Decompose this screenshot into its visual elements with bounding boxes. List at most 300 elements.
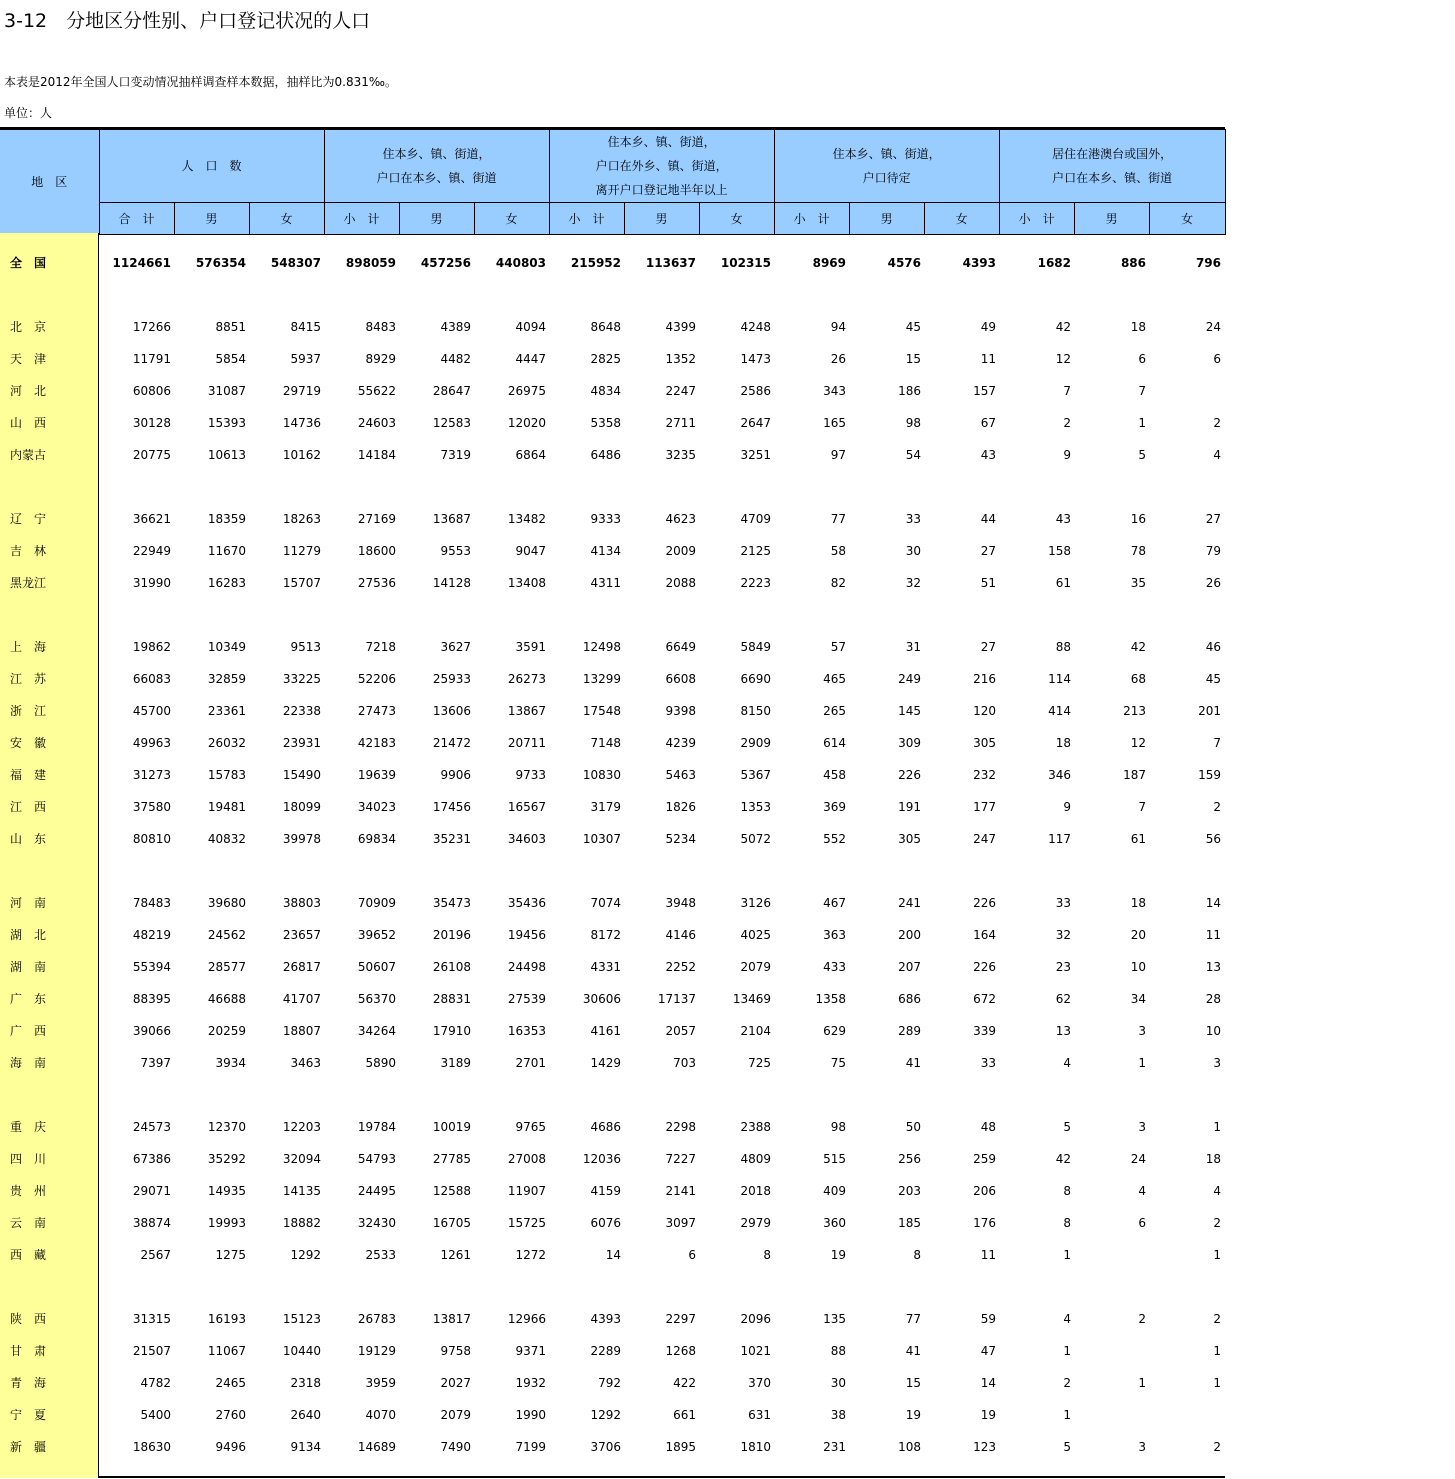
cell-value: 42 (1130, 640, 1146, 654)
cell-value: 200 (898, 928, 921, 942)
cell-value: 12 (1130, 736, 1146, 750)
cell-value: 1275 (215, 1248, 246, 1262)
cell-value: 33 (905, 512, 921, 526)
cell-value: 8 (763, 1248, 771, 1262)
cell-value: 2096 (740, 1312, 771, 1326)
cell-value: 22338 (282, 704, 321, 718)
cell-value: 552 (823, 832, 846, 846)
table-row (0, 253, 1225, 273)
cell-value: 13299 (582, 672, 621, 686)
region-name: 山 西 (10, 416, 47, 430)
cell-value: 20259 (207, 1024, 246, 1038)
cell-value: 9134 (290, 1440, 321, 1454)
cell-value: 24 (1130, 1152, 1146, 1166)
cell-value: 203 (898, 1184, 921, 1198)
cell-value: 241 (898, 896, 921, 910)
cell-value: 232 (973, 768, 996, 782)
cell-value: 792 (598, 1376, 621, 1390)
cell-value: 27473 (357, 704, 396, 718)
cell-value: 2247 (665, 384, 696, 398)
cell-value: 6 (1213, 352, 1221, 366)
header-sub: 女 (474, 203, 549, 235)
cell-value: 51 (980, 576, 996, 590)
cell-value: 725 (748, 1056, 771, 1070)
cell-value: 3 (1138, 1024, 1146, 1038)
table-row (0, 381, 1225, 401)
cell-value: 10019 (432, 1120, 471, 1134)
cell-value: 4 (1063, 1312, 1071, 1326)
cell-value: 47 (980, 1344, 996, 1358)
cell-value: 5849 (740, 640, 771, 654)
cell-value: 75 (830, 1056, 846, 1070)
cell-value: 10830 (582, 768, 621, 782)
header-sub: 女 (1149, 203, 1225, 235)
cell-value: 49 (980, 320, 996, 334)
cell-value: 27 (1205, 512, 1221, 526)
cell-value: 56 (1205, 832, 1221, 846)
cell-value: 5072 (740, 832, 771, 846)
cell-value: 6864 (515, 448, 546, 462)
cell-value: 3948 (665, 896, 696, 910)
cell-value: 6076 (590, 1216, 621, 1230)
cell-value: 4 (1138, 1184, 1146, 1198)
cell-value: 2979 (740, 1216, 771, 1230)
cell-value: 4146 (665, 928, 696, 942)
cell-value: 5463 (665, 768, 696, 782)
cell-value: 247 (973, 832, 996, 846)
header-sub: 男 (1074, 203, 1149, 235)
cell-value: 4809 (740, 1152, 771, 1166)
cell-value: 3251 (740, 448, 771, 462)
cell-value: 4782 (140, 1376, 171, 1390)
cell-value: 10307 (582, 832, 621, 846)
table-row (0, 1373, 1225, 1393)
table-row (0, 1149, 1225, 1169)
cell-value: 14128 (432, 576, 471, 590)
cell-value: 5 (1138, 448, 1146, 462)
cell-value: 31273 (132, 768, 171, 782)
cell-value: 7148 (590, 736, 621, 750)
cell-value: 2640 (290, 1408, 321, 1422)
cell-value: 13408 (507, 576, 546, 590)
cell-value: 7490 (440, 1440, 471, 1454)
cell-value: 28 (1205, 992, 1221, 1006)
cell-value: 2223 (740, 576, 771, 590)
cell-value: 61 (1130, 832, 1146, 846)
cell-value: 2 (1213, 800, 1221, 814)
cell-value: 18263 (282, 512, 321, 526)
cell-value: 24498 (507, 960, 546, 974)
cell-value: 24562 (207, 928, 246, 942)
cell-value: 25933 (432, 672, 471, 686)
cell-value: 19 (905, 1408, 921, 1422)
region-name: 青 海 (10, 1376, 47, 1390)
cell-value: 2125 (740, 544, 771, 558)
cell-value: 27 (980, 544, 996, 558)
cell-value: 26817 (282, 960, 321, 974)
table-row (0, 829, 1225, 849)
cell-value: 26273 (507, 672, 546, 686)
cell-value: 18099 (282, 800, 321, 814)
cell-value: 2018 (740, 1184, 771, 1198)
cell-value: 9 (1063, 800, 1071, 814)
cell-value: 41 (905, 1344, 921, 1358)
cell-value: 8851 (215, 320, 246, 334)
cell-value: 2 (1213, 416, 1221, 430)
cell-value: 20711 (507, 736, 546, 750)
cell-value: 5234 (665, 832, 696, 846)
cell-value: 24495 (357, 1184, 396, 1198)
cell-value: 4134 (590, 544, 621, 558)
cell-value: 28831 (432, 992, 471, 1006)
cell-value: 27539 (507, 992, 546, 1006)
cell-value: 16353 (507, 1024, 546, 1038)
cell-value: 8483 (365, 320, 396, 334)
cell-value: 3235 (665, 448, 696, 462)
cell-value: 1682 (1037, 256, 1071, 270)
cell-value: 4482 (440, 352, 471, 366)
cell-value: 3463 (290, 1056, 321, 1070)
cell-value: 30606 (582, 992, 621, 1006)
region-name: 全 国 (10, 256, 47, 270)
table-row (0, 989, 1225, 1009)
cell-value: 42183 (357, 736, 396, 750)
cell-value: 23931 (282, 736, 321, 750)
cell-value: 40832 (207, 832, 246, 846)
cell-value: 15490 (282, 768, 321, 782)
table-header (0, 129, 1226, 235)
cell-value: 77 (905, 1312, 921, 1326)
cell-value: 145 (898, 704, 921, 718)
cell-value: 2647 (740, 416, 771, 430)
cell-value: 14184 (357, 448, 396, 462)
cell-value: 164 (973, 928, 996, 942)
cell-value: 10440 (282, 1344, 321, 1358)
cell-value: 672 (973, 992, 996, 1006)
cell-value: 629 (823, 1024, 846, 1038)
region-name: 安 徽 (10, 736, 47, 750)
cell-value: 2088 (665, 576, 696, 590)
cell-value: 26975 (507, 384, 546, 398)
cell-value: 98 (830, 1120, 846, 1134)
cell-value: 18 (1130, 320, 1146, 334)
cell-value: 45 (905, 320, 921, 334)
cell-value: 67 (980, 416, 996, 430)
cell-value: 1 (1138, 1376, 1146, 1390)
cell-value: 29719 (282, 384, 321, 398)
cell-value: 22949 (132, 544, 171, 558)
region-name: 吉 林 (10, 544, 47, 558)
cell-value: 9553 (440, 544, 471, 558)
header-sub: 小 计 (549, 203, 624, 235)
cell-value: 32094 (282, 1152, 321, 1166)
cell-value: 15393 (207, 416, 246, 430)
table-row (0, 637, 1225, 657)
region-name: 宁 夏 (10, 1408, 47, 1422)
header-group-away: 住本乡、镇、街道， 户口在外乡、镇、街道， 离开户口登记地半年以上 (549, 130, 774, 203)
cell-value: 9733 (515, 768, 546, 782)
cell-value: 26108 (432, 960, 471, 974)
cell-value: 11279 (282, 544, 321, 558)
cell-value: 14135 (282, 1184, 321, 1198)
cell-value: 4686 (590, 1120, 621, 1134)
cell-value: 6 (1138, 1216, 1146, 1230)
table-row (0, 733, 1225, 753)
cell-value: 6 (1138, 352, 1146, 366)
cell-value: 39978 (282, 832, 321, 846)
cell-value: 631 (748, 1408, 771, 1422)
cell-value: 2760 (215, 1408, 246, 1422)
cell-value: 7 (1213, 736, 1221, 750)
cell-value: 187 (1123, 768, 1146, 782)
cell-value: 369 (823, 800, 846, 814)
cell-value: 32859 (207, 672, 246, 686)
cell-value: 12020 (507, 416, 546, 430)
cell-value: 4239 (665, 736, 696, 750)
cell-value: 13482 (507, 512, 546, 526)
cell-value: 249 (898, 672, 921, 686)
table-row (0, 701, 1225, 721)
header-sub: 小 计 (774, 203, 849, 235)
cell-value: 18630 (132, 1440, 171, 1454)
header-sub: 小 计 (999, 203, 1074, 235)
cell-value: 11 (980, 352, 996, 366)
header-sub: 合 计 (99, 203, 174, 235)
cell-value: 414 (1048, 704, 1071, 718)
cell-value: 10 (1130, 960, 1146, 974)
cell-value: 548307 (270, 256, 321, 270)
cell-value: 3179 (590, 800, 621, 814)
region-name: 云 南 (10, 1216, 47, 1230)
cell-value: 13817 (432, 1312, 471, 1326)
cell-value: 62 (1055, 992, 1071, 1006)
cell-value: 34 (1130, 992, 1146, 1006)
cell-value: 226 (973, 960, 996, 974)
cell-value: 5937 (290, 352, 321, 366)
cell-value: 56370 (357, 992, 396, 1006)
cell-value: 207 (898, 960, 921, 974)
cell-value: 27536 (357, 576, 396, 590)
cell-value: 2 (1213, 1440, 1221, 1454)
cell-value: 1 (1213, 1248, 1221, 1262)
cell-value: 686 (898, 992, 921, 1006)
cell-value: 19784 (357, 1120, 396, 1134)
cell-value: 117 (1048, 832, 1071, 846)
cell-value: 12583 (432, 416, 471, 430)
cell-value: 1895 (665, 1440, 696, 1454)
cell-value: 33 (980, 1056, 996, 1070)
cell-value: 8415 (290, 320, 321, 334)
region-name: 上 海 (10, 640, 47, 654)
cell-value: 39066 (132, 1024, 171, 1038)
cell-value: 2079 (440, 1408, 471, 1422)
header-sub: 女 (924, 203, 999, 235)
region-name: 甘 肃 (10, 1344, 47, 1358)
cell-value: 18600 (357, 544, 396, 558)
cell-value: 177 (973, 800, 996, 814)
cell-value: 11907 (507, 1184, 546, 1198)
cell-value: 2 (1138, 1312, 1146, 1326)
cell-value: 2252 (665, 960, 696, 974)
cell-value: 23 (1055, 960, 1071, 974)
cell-value: 41 (905, 1056, 921, 1070)
cell-value: 13469 (732, 992, 771, 1006)
cell-value: 27785 (432, 1152, 471, 1166)
cell-value: 19993 (207, 1216, 246, 1230)
cell-value: 1292 (590, 1408, 621, 1422)
cell-value: 10349 (207, 640, 246, 654)
cell-value: 102315 (720, 256, 771, 270)
header-sub: 女 (699, 203, 774, 235)
cell-value: 30 (905, 544, 921, 558)
cell-value: 5854 (215, 352, 246, 366)
cell-value: 48219 (132, 928, 171, 942)
cell-value: 54 (905, 448, 921, 462)
cell-value: 256 (898, 1152, 921, 1166)
region-name: 贵 州 (10, 1184, 47, 1198)
cell-value: 1 (1213, 1344, 1221, 1358)
cell-value: 57 (830, 640, 846, 654)
cell-value: 28577 (207, 960, 246, 974)
cell-value: 3627 (440, 640, 471, 654)
cell-value: 7074 (590, 896, 621, 910)
cell-value: 4094 (515, 320, 546, 334)
cell-value: 26783 (357, 1312, 396, 1326)
cell-value: 26 (830, 352, 846, 366)
cell-value: 31 (905, 640, 921, 654)
cell-value: 370 (748, 1376, 771, 1390)
table-row (0, 1213, 1225, 1233)
cell-value: 19639 (357, 768, 396, 782)
table-row (0, 445, 1225, 465)
table-note: 本表是2012年全国人口变动情况抽样调查样本数据，抽样比为0.831‰。 (4, 75, 397, 89)
cell-value: 1 (1138, 416, 1146, 430)
cell-value: 26032 (207, 736, 246, 750)
cell-value: 9333 (590, 512, 621, 526)
cell-value: 422 (673, 1376, 696, 1390)
cell-value: 20775 (132, 448, 171, 462)
table-row (0, 925, 1225, 945)
cell-value: 34603 (507, 832, 546, 846)
cell-value: 2533 (365, 1248, 396, 1262)
table-row (0, 893, 1225, 913)
cell-value: 35 (1130, 576, 1146, 590)
cell-value: 55622 (357, 384, 396, 398)
cell-value: 4393 (962, 256, 996, 270)
cell-value: 39680 (207, 896, 246, 910)
cell-value: 1358 (815, 992, 846, 1006)
cell-value: 309 (898, 736, 921, 750)
cell-value: 48 (980, 1120, 996, 1134)
cell-value: 4025 (740, 928, 771, 942)
cell-value: 27008 (507, 1152, 546, 1166)
cell-value: 34264 (357, 1024, 396, 1038)
cell-value: 2711 (665, 416, 696, 430)
cell-value: 39652 (357, 928, 396, 942)
cell-value: 7199 (515, 1440, 546, 1454)
header-sub: 女 (249, 203, 324, 235)
cell-value: 191 (898, 800, 921, 814)
cell-value: 4576 (887, 256, 921, 270)
cell-value: 11 (980, 1248, 996, 1262)
cell-value: 15 (905, 352, 921, 366)
cell-value: 458 (823, 768, 846, 782)
cell-value: 3 (1213, 1056, 1221, 1070)
region-name: 西 藏 (10, 1248, 47, 1262)
header-group-local: 住本乡、镇、街道， 户口在本乡、镇、街道 (324, 130, 549, 203)
cell-value: 515 (823, 1152, 846, 1166)
cell-value: 9513 (290, 640, 321, 654)
cell-value: 70909 (357, 896, 396, 910)
cell-value: 78483 (132, 896, 171, 910)
cell-value: 46 (1205, 640, 1221, 654)
cell-value: 1124661 (112, 256, 171, 270)
cell-value: 123 (973, 1440, 996, 1454)
cell-value: 2057 (665, 1024, 696, 1038)
cell-value: 215952 (570, 256, 621, 270)
cell-value: 2298 (665, 1120, 696, 1134)
cell-value: 79 (1205, 544, 1221, 558)
cell-value: 15707 (282, 576, 321, 590)
cell-value: 14736 (282, 416, 321, 430)
cell-value: 5890 (365, 1056, 396, 1070)
region-name: 江 西 (10, 800, 47, 814)
cell-value: 32 (1055, 928, 1071, 942)
cell-value: 77 (830, 512, 846, 526)
cell-value: 19 (830, 1248, 846, 1262)
cell-value: 614 (823, 736, 846, 750)
cell-value: 2009 (665, 544, 696, 558)
cell-value: 4 (1213, 448, 1221, 462)
cell-value: 2289 (590, 1344, 621, 1358)
cell-value: 17137 (657, 992, 696, 1006)
cell-value: 185 (898, 1216, 921, 1230)
region-name: 江 苏 (10, 672, 47, 686)
cell-value: 19 (980, 1408, 996, 1422)
cell-value: 35473 (432, 896, 471, 910)
table-row (0, 1309, 1225, 1329)
cell-value: 35292 (207, 1152, 246, 1166)
cell-value: 14689 (357, 1440, 396, 1454)
cell-value: 9496 (215, 1440, 246, 1454)
cell-value: 18807 (282, 1024, 321, 1038)
cell-value: 18359 (207, 512, 246, 526)
cell-value: 7 (1138, 800, 1146, 814)
table-row (0, 1021, 1225, 1041)
cell-value: 4 (1213, 1184, 1221, 1198)
cell-value: 1272 (515, 1248, 546, 1262)
cell-value: 7319 (440, 448, 471, 462)
cell-value: 82 (830, 576, 846, 590)
cell-value: 2 (1063, 1376, 1071, 1390)
cell-value: 7 (1063, 384, 1071, 398)
header-group-abroad: 居住在港澳台或国外， 户口在本乡、镇、街道 (999, 130, 1225, 203)
cell-value: 13867 (507, 704, 546, 718)
cell-value: 4 (1063, 1056, 1071, 1070)
cell-value: 15 (905, 1376, 921, 1390)
cell-value: 98 (905, 416, 921, 430)
cell-value: 14 (1205, 896, 1221, 910)
cell-value: 259 (973, 1152, 996, 1166)
cell-value: 120 (973, 704, 996, 718)
cell-value: 66083 (132, 672, 171, 686)
cell-value: 43 (980, 448, 996, 462)
cell-value: 886 (1120, 256, 1146, 270)
cell-value: 1 (1213, 1120, 1221, 1134)
cell-value: 4399 (665, 320, 696, 334)
cell-value: 10162 (282, 448, 321, 462)
cell-value: 20196 (432, 928, 471, 942)
